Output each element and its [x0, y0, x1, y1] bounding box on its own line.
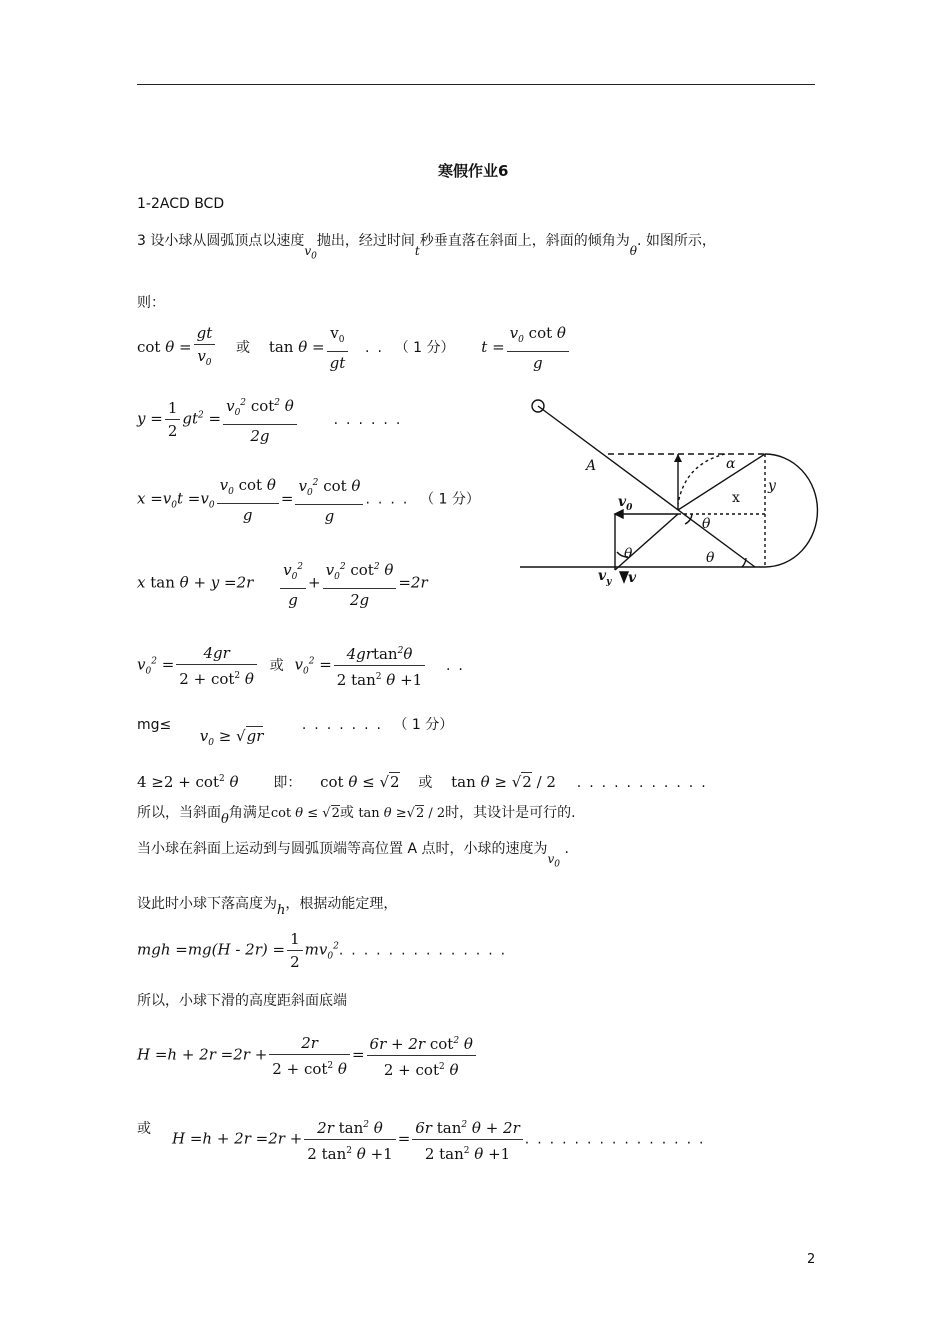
equation-y: y = $\frac{1}{2}$ $gt^2$ = $\frac{v_0^2 \cot^2 \theta}{2g}$ ...... — [137, 392, 408, 447]
equation-H-tan: H =h + 2r =2r + $\frac{2r \tan^2 \theta}{2 \tan^2 \theta +1}$ = $\frac{6r \tan^2 \theta + 2r}{2 \tan^2 \theta +1}$ ............... — [172, 1114, 712, 1165]
label-theta-3: θ — [706, 550, 715, 566]
intro-line: 3 设小球从圆弧顶点以速度$v_0$抛出，经过时间t秒垂直落在斜面上，斜面的倾角为θ. 如图所示， — [137, 233, 716, 262]
label-alpha: α — [726, 456, 736, 472]
label-y: y — [768, 478, 776, 494]
page-number: 2 — [807, 1252, 816, 1267]
label-theta-2: θ — [624, 546, 633, 562]
label-A: A — [586, 458, 597, 474]
equation-v0-squared: $v_0^2$ = $\frac{4gr}{2 + \cot^2 \theta}$ 或 $v_0^2$ = $\frac{4grtan^2\theta}{2 \tan^2 \theta +1}$ .. — [137, 640, 471, 691]
page-title: 寒假作业6 — [438, 162, 509, 180]
header-rule — [137, 84, 815, 85]
equation-H-cot: H =h + 2r =2r + $\frac{2r}{2 + \cot^2 \theta}$ = $\frac{6r + 2r \cot^2 \theta}{2 + \cot^2 \theta}$ — [137, 1030, 478, 1081]
label-vy: $v_y$ — [598, 568, 612, 587]
answers-line: 1-2ACD BCD — [137, 196, 225, 212]
label-x: x — [732, 490, 740, 506]
label-v0: $v_0$ — [618, 494, 633, 513]
incline-figure — [520, 392, 820, 592]
label-v: v — [628, 570, 637, 586]
equation-sum: x tan θ + y =2r $\frac{v_0^2}{g}$ + $\frac{v_0^2 \cot^2 \theta}{2g}$ =2r — [137, 556, 428, 611]
conclusion-line: 所以，当斜面θ角满足cot θ ≤ √2或 tan θ ≥√2 / 2时，其设计是可行的. — [137, 805, 576, 827]
energy-equation: mgh =mg(H - 2r) = $\frac{1}{2}$ $mv_0^2$.............. — [137, 930, 514, 971]
equation-x: $x =v_0t =v_0$ $\frac{v_0 \cot \theta}{g}$ = $\frac{v_0^2 \cot \theta}{g}$ .... （ 1 分） — [137, 472, 480, 527]
equation-cot: cot θ = $\frac{gt}{v_0}$ 或 tan θ = $\frac{v_0}{gt}$ .. （ 1 分） t = $\frac{v_0 \cot \theta}{g}$ — [137, 322, 571, 374]
mg-condition: $mg\le v_0 \ge √gr$ ....... （ 1 分） — [137, 717, 454, 748]
slope-line — [678, 454, 765, 510]
then-label: 则： — [137, 295, 165, 311]
label-theta-1: θ — [702, 516, 711, 532]
arc — [765, 454, 817, 567]
inequality-line: $4 \ge 2 + \cot^2 \theta$ 即： cot θ ≤ √2 或 tan θ ≥ √2 / 2 ........... — [137, 773, 714, 791]
point-A-line: 当小球在斜面上运动到与圆弧顶端等高位置 A 点时，小球的速度为$v_0$ . — [137, 841, 569, 870]
height-bottom-line: 所以，小球下滑的高度距斜面底端 — [137, 993, 347, 1009]
or-label: 或 — [137, 1121, 151, 1137]
height-line: 设此时小球下落高度为h，根据动能定理， — [137, 896, 398, 918]
